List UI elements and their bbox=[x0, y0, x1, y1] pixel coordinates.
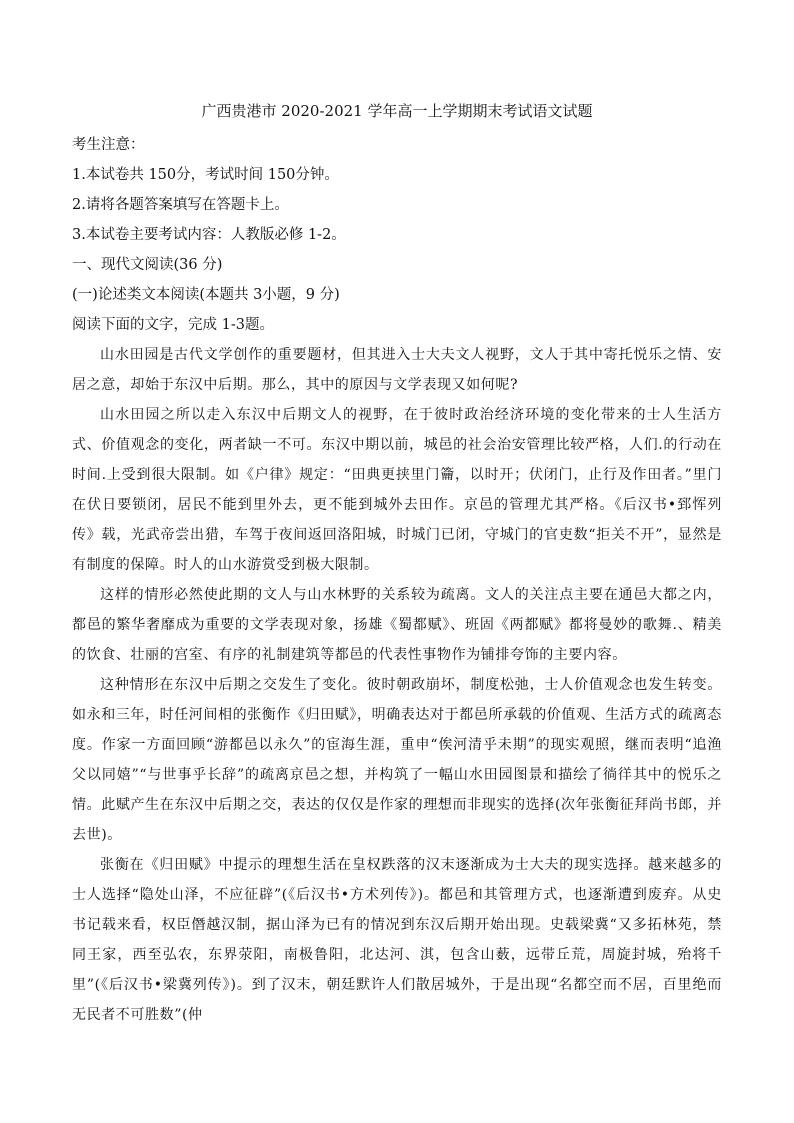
passage-paragraph: 这样的情形必然使此期的文人与山水林野的关系较为疏离。文人的关注点主要在通邑大都之内，都邑的繁华奢靡成为重要的文学表现对象，扬雄《蜀都赋》、班固《两都赋》都将曼妙的歌舞.、精美的饮食、壮丽的宫室、有序的礼制建筑等都邑的代表性事物作为铺排夸饰的主要内容。 bbox=[72, 587, 722, 663]
passage-paragraph: 山水田园是古代文学创作的重要题材，但其进入士大夫文人视野，文人于其中寄托悦乐之情、安居之意，却始于东汉中后期。那么，其中的原因与文学表现又如何呢? bbox=[72, 347, 722, 393]
passage-paragraph: 张衡在《归田赋》中提示的理想生活在皇权跌落的汉末逐渐成为士大夫的现实选择。越来越多的士人选择“隐处山泽，不应征辟”(《后汉书•方术列传》)。都邑和其管理方式，也逐渐遭到废弃。从史书记载来看，权臣僭越汉制，据山泽为已有的情况到东汉后期开始出现。史载梁冀“又多拓林苑，禁同王家，西至弘农，东界荥阳，南极鲁阳，北达河、淇，包含山薮，远带丘荒，周旋封城，殆将千里”(《后汉书•梁冀列传》)。到了汉末，朝廷默许人们散居城外，于是出现“名都空而不居，百里绝而无民者不可胜数”(仲 bbox=[72, 857, 722, 1023]
page-title: 广西贵港市 2020-2021 学年高一上学期期末考试语文试题 bbox=[201, 102, 593, 120]
passage-paragraph: 山水田园之所以走入东汉中后期文人的视野，在于彼时政治经济环境的变化带来的士人生活方式、价值观念的变化，两者缺一不可。东汉中期以前，城邑的社会治安管理比较严格，人们.的行动在时间.上受到很大限制。如《户律》规定：“田典更挟里门籥，以时开；伏闭门，止行及作田者。”里门在伏日要锁闭，居民不能到里外去，更不能到城外去田作。京邑的管理尤其严格。《后汉书•郅恽列传》载，光武帝尝出猎，车驾于夜间返回洛阳城，时城门已闭，守城门的官吏数“拒关不开”，显然是有制度的保障。时人的山水游赏受到极大限制。 bbox=[72, 407, 722, 573]
notice-item: 2.请将各题答案填写在答题卡上。 bbox=[72, 197, 289, 213]
notice-item: 1.本试卷共 150分，考试时间 150分钟。 bbox=[72, 167, 339, 183]
notice-item: 3.本试卷主要考试内容：人教版必修 1-2。 bbox=[72, 227, 346, 243]
reading-instruction: 阅读下面的文字，完成 1-3题。 bbox=[72, 317, 274, 333]
section-heading: 一、现代文阅读(36 分) bbox=[72, 257, 223, 273]
subsection-heading: (一)论述类文本阅读(本题共 3小题，9 分) bbox=[72, 287, 340, 303]
notice-heading: 考生注意： bbox=[72, 137, 145, 153]
exam-page bbox=[72, 100, 722, 1030]
passage-paragraph: 这种情形在东汉中后期之交发生了变化。彼时朝政崩坏，制度松弛，士人价值观念也发生转变。如永和三年，时任河间相的张衡作《归田赋》，明确表达对于都邑所承载的价值观、生活方式的疏离态度。作家一方面回顾“游都邑以永久”的宦海生涯，重申“俟河清乎未期”的现实观照，继而表明“追渔父以同嬉”“与世事乎长辞”的疏离京邑之想，并构筑了一幅山水田园图景和描绘了徜徉其中的悦乐之情。此赋产生在东汉中后期之交，表达的仅仅是作家的理想而非现实的选择(次年张衡征拜尚书郎，并去世)。 bbox=[72, 677, 722, 843]
